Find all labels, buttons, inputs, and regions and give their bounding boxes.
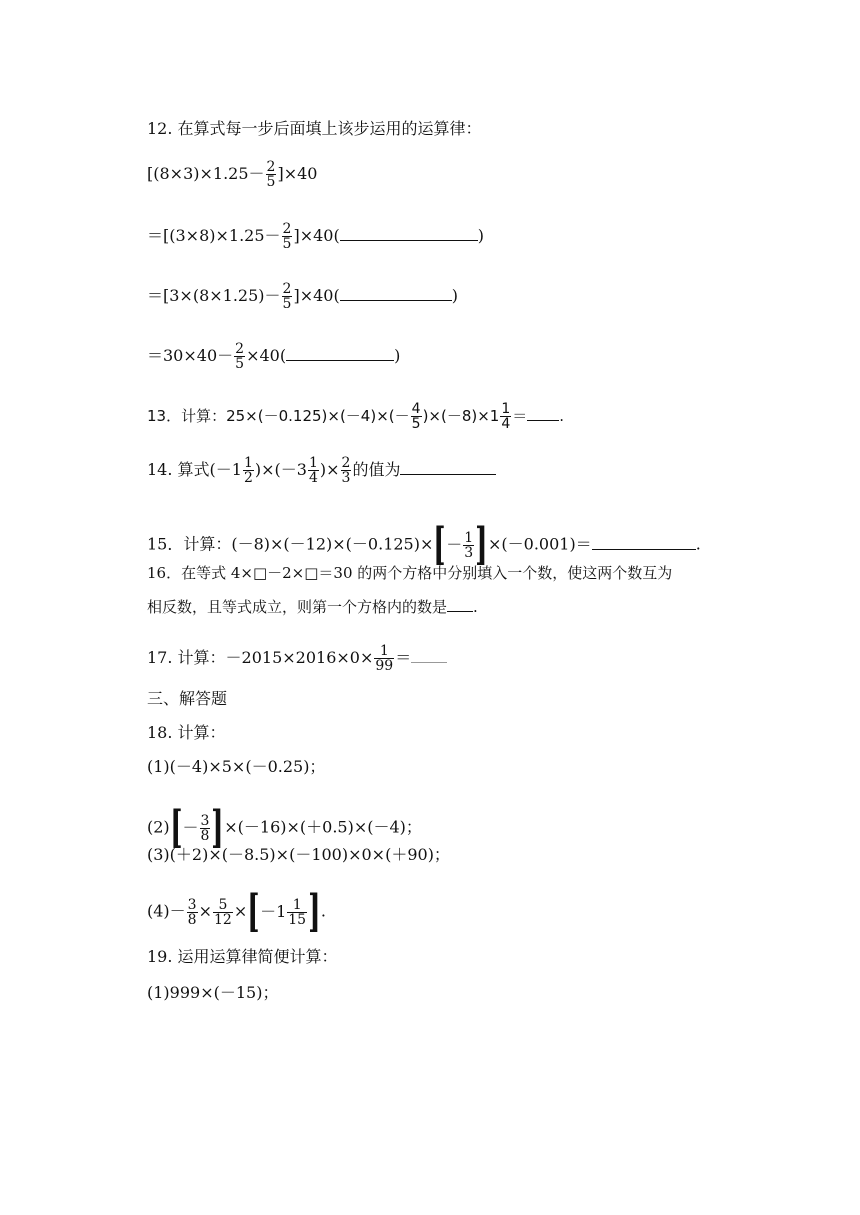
q12-line3-pre: ＝[3×(8×1.25)－ [147,286,281,305]
q12-line4-post: ×40( [246,346,287,365]
q18-title: 18. 计算： [147,723,226,742]
q12-line2 [147,222,484,251]
fraction [282,222,293,251]
period: . [695,534,701,554]
times-sign: × [233,901,248,921]
denominator: 4 [308,470,318,486]
close-paren: ) [394,346,401,365]
fraction [234,342,245,371]
q16-text: 相反数，且等式成立，则第一个方格内的数是 [147,598,448,616]
fraction [463,531,474,560]
numerator: 2 [341,455,351,471]
denominator: 8 [187,911,197,928]
denominator: 8 [200,827,210,844]
numerator: 2 [282,221,292,237]
bracketed-fraction [247,886,321,937]
q15-post: ×(－0.001)＝ [487,534,592,554]
part-label: (4)－ [147,901,186,921]
q12-line4 [147,342,400,371]
numerator: 3 [200,812,210,829]
q12-title: 12. 在算式每一步后面填上该步运用的运算律： [147,119,482,138]
numerator: 1 [308,455,318,471]
q15-pre: 15．计算：(－8)×(－12)×(－0.125)× [147,534,434,554]
minus-sign: － [446,535,463,554]
denominator: 5 [282,236,292,252]
q19-title: 19. 运用运算律简便计算： [147,947,338,966]
denominator: 5 [282,296,292,312]
answer-blank[interactable] [340,286,452,301]
q16-line1: 16．在等式 4×□－2×□＝30 的两个方格中分别填入一个数，使这两个数互为 [147,564,673,582]
right-bracket: ] [211,802,225,853]
q14 [147,456,496,485]
denominator: 2 [243,470,253,486]
numerator: 1 [501,401,511,417]
denominator: 5 [266,174,276,190]
right-bracket: ] [308,886,321,937]
q18-part2-post: ×(－16)×(＋0.5)×(－4)； [224,817,422,837]
fraction [200,814,211,843]
numerator: 2 [235,341,245,357]
times-sign: × [198,901,212,921]
q18-part3: (3)(＋2)×(－8.5)×(－100)×0×(＋90)； [147,845,450,864]
q12-line2-pre: ＝[(3×8)×1.25－ [147,226,281,245]
fraction [243,456,254,485]
q16-line2 [147,596,478,618]
fraction [287,898,307,927]
denominator: 5 [411,416,421,432]
left-bracket: [ [169,802,183,853]
fraction [213,898,233,927]
q17-pre: 17. 计算：－2015×2016×0× [147,648,374,667]
numerator: 1 [292,896,302,913]
numerator: 2 [282,281,292,297]
q12-line1 [147,160,317,189]
numerator: 1 [379,643,389,659]
answer-blank[interactable] [411,648,447,663]
q12-line2-post: ]×40( [293,226,340,245]
answer-blank[interactable] [400,460,496,475]
answer-blank[interactable] [527,406,559,421]
numerator: 2 [266,159,276,175]
q13-mid: )×(－8)×1 [422,407,500,425]
period: . [320,901,326,921]
denominator: 4 [501,416,511,432]
q14-post: 的值为 [352,460,401,479]
q12-line1-post: ]×40 [277,164,318,183]
left-bracket: [ [247,886,260,937]
fraction [282,282,293,311]
close-paren: ) [451,286,458,305]
fraction [266,160,277,189]
q17 [147,644,447,673]
q12-line1-pre: [(8×3)×1.25－ [147,164,265,183]
answer-blank[interactable] [340,226,478,241]
denominator: 15 [288,911,307,928]
right-bracket: ] [475,519,488,570]
fraction [187,898,198,927]
q19-part1: (1)999×(－15)； [147,983,279,1002]
denominator: 5 [235,356,245,372]
q17-post: ＝ [395,648,412,667]
q12-line4-pre: ＝30×40－ [147,346,234,365]
period: . [473,598,478,616]
denominator: 99 [375,658,394,674]
q13 [147,402,564,431]
left-bracket: [ [433,519,447,570]
close-paren: ) [477,226,484,245]
q14-mid1: )×(－3 [254,460,307,479]
q14-mid2: )× [319,460,340,479]
numerator: 5 [218,896,228,913]
answer-blank[interactable] [592,535,696,550]
fraction [374,644,394,673]
mixed-whole: －1 [260,902,287,921]
bracketed-fraction [433,519,488,570]
section-heading: 三、解答题 [147,689,228,708]
q12-line3 [147,282,458,311]
numerator: 1 [464,529,474,546]
q18-part1: (1)(－4)×5×(－0.25)； [147,757,326,776]
q13-pre: 13．计算：25×(－0.125)×(－4)×(－ [147,407,410,425]
numerator: 4 [411,401,421,417]
q12-line3-post: ]×40( [293,286,340,305]
q18-part4 [147,886,326,937]
period: . [559,407,565,425]
denominator: 3 [464,544,474,561]
fraction [341,456,352,485]
answer-blank[interactable] [447,597,473,612]
numerator: 3 [187,896,197,913]
fraction [308,456,319,485]
q14-pre: 14. 算式(－1 [147,460,242,479]
fraction [500,402,511,431]
denominator: 12 [214,911,232,928]
q15 [147,519,701,570]
answer-blank[interactable] [286,346,394,361]
part-label: (2) [147,817,170,837]
denominator: 3 [341,470,351,486]
q13-post: ＝ [512,407,528,425]
fraction [411,402,422,431]
minus-sign: － [182,818,199,837]
numerator: 1 [243,455,253,471]
